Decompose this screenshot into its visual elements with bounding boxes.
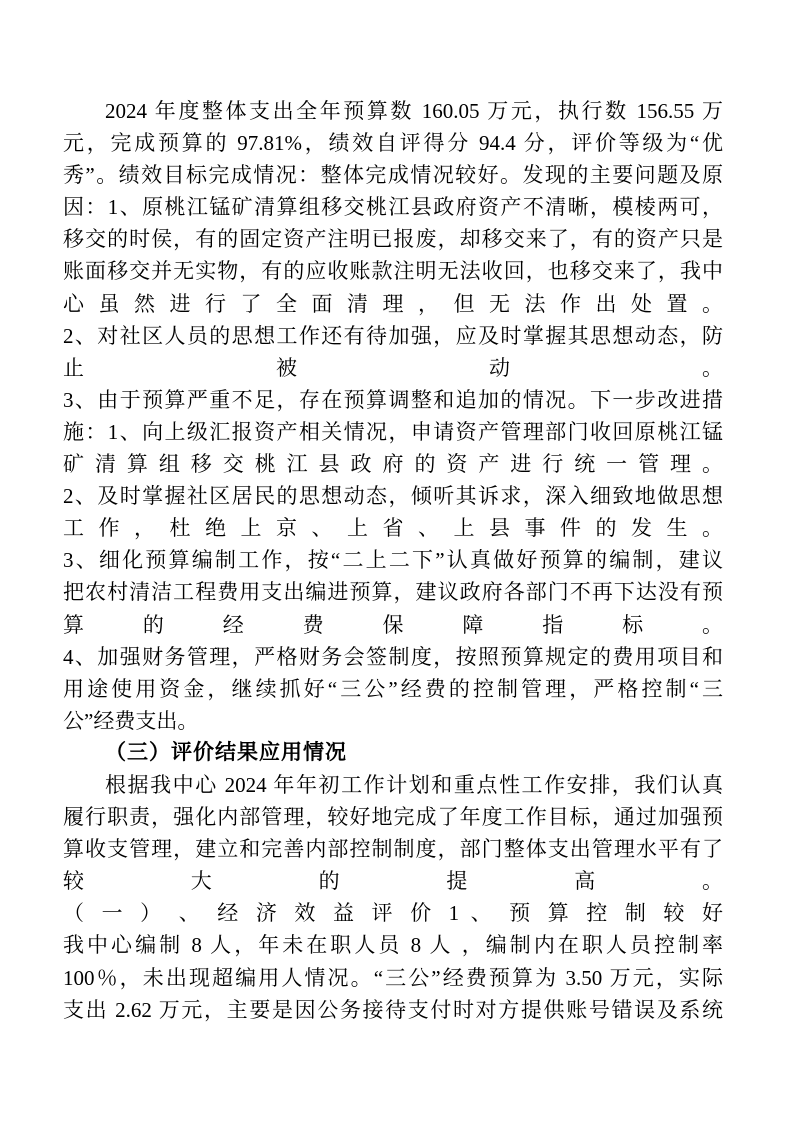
- doc-line-4: 因：1、原桃江锰矿清算组移交桃江县政府资产不清晰，模棱两可，: [63, 195, 723, 220]
- document-text-block: [63, 95, 723, 1026]
- doc-line-11: 施：1、向上级汇报资产相关情况，申请资产管理部门收回原桃江锰: [63, 419, 723, 444]
- doc-line-2: 元，完成预算的 97.81%，绩效自评得分 94.4 分，评价等级为“优: [63, 131, 723, 156]
- doc-line-27: 我中心编制 8 人，年未在职人员 8 人 ，编制内在职人员控制率: [63, 933, 723, 958]
- doc-line-20: 公”经费支出。: [63, 708, 199, 733]
- doc-line-18: 4、加强财务管理，严格财务会签制度，按照预算规定的费用项目和: [63, 644, 723, 669]
- doc-line-1: 2024 年度整体支出全年预算数 160.05 万元，执行数 156.55 万: [105, 99, 723, 123]
- doc-line-28: 100％，未出现超编用人情况。“三公”经费预算为 3.50 万元，实际: [63, 965, 723, 990]
- doc-line-17: 算 的 经 费 保 障 指 标 。: [63, 612, 723, 637]
- doc-line-22: 根据我中心 2024 年年初工作计划和重点性工作安排，我们认真: [105, 772, 723, 797]
- doc-line-14: 工 作 ， 杜 绝 上 京 、 上 省 、 上 县 事 件 的 发 生 。: [63, 516, 723, 541]
- doc-line-7: 心 虽 然 进 行 了 全 面 清 理 ， 但 无 法 作 出 处 置 。: [63, 291, 723, 316]
- doc-line-8: 2、对社区人员的思想工作还有待加强，应及时掌握其思想动态，防: [63, 323, 723, 348]
- doc-line-15: 3、细化预算编制工作，按“二上二下”认真做好预算的编制，建议: [63, 548, 723, 573]
- doc-line-9: 止 被 动 。: [63, 355, 723, 380]
- doc-line-5: 移交的时侯，有的固定资产注明已报废，却移交来了，有的资产只是: [63, 227, 723, 252]
- section-heading: （三）评价结果应用情况: [105, 740, 347, 764]
- doc-line-12: 矿 清 算 组 移 交 桃 江 县 政 府 的 资 产 进 行 统 一 管 理 。: [63, 452, 723, 477]
- doc-line-29: 支出 2.62 万元，主要是因公务接待支付时对方提供账号错误及系统: [63, 997, 723, 1022]
- doc-line-3: 秀”。绩效目标完成情况：整体完成情况较好。发现的主要问题及原: [63, 163, 723, 188]
- doc-line-23: 履行职责，强化内部管理，较好地完成了年度工作目标，通过加强预: [63, 805, 723, 830]
- doc-line-16: 把农村清洁工程费用支出编进预算，建议政府各部门不再下达没有预: [63, 580, 723, 605]
- doc-line-26: （ 一 ） 、 经 济 效 益 评 价 1 、 预 算 控 制 较 好: [63, 901, 723, 926]
- doc-line-6: 账面移交并无实物，有的应收账款注明无法收回，也移交来了，我中: [63, 259, 723, 284]
- doc-line-19: 用途使用资金，继续抓好“三公”经费的控制管理，严格控制“三: [63, 676, 723, 701]
- doc-line-24: 算收支管理，建立和完善内部控制制度，部门整体支出管理水平有了: [63, 837, 723, 862]
- doc-line-25: 较 大 的 提 高 。: [63, 869, 723, 894]
- doc-line-10: 3、由于预算严重不足，存在预算调整和追加的情况。下一步改进措: [63, 387, 723, 412]
- doc-line-13: 2、及时掌握社区居民的思想动态，倾听其诉求，深入细致地做思想: [63, 484, 723, 509]
